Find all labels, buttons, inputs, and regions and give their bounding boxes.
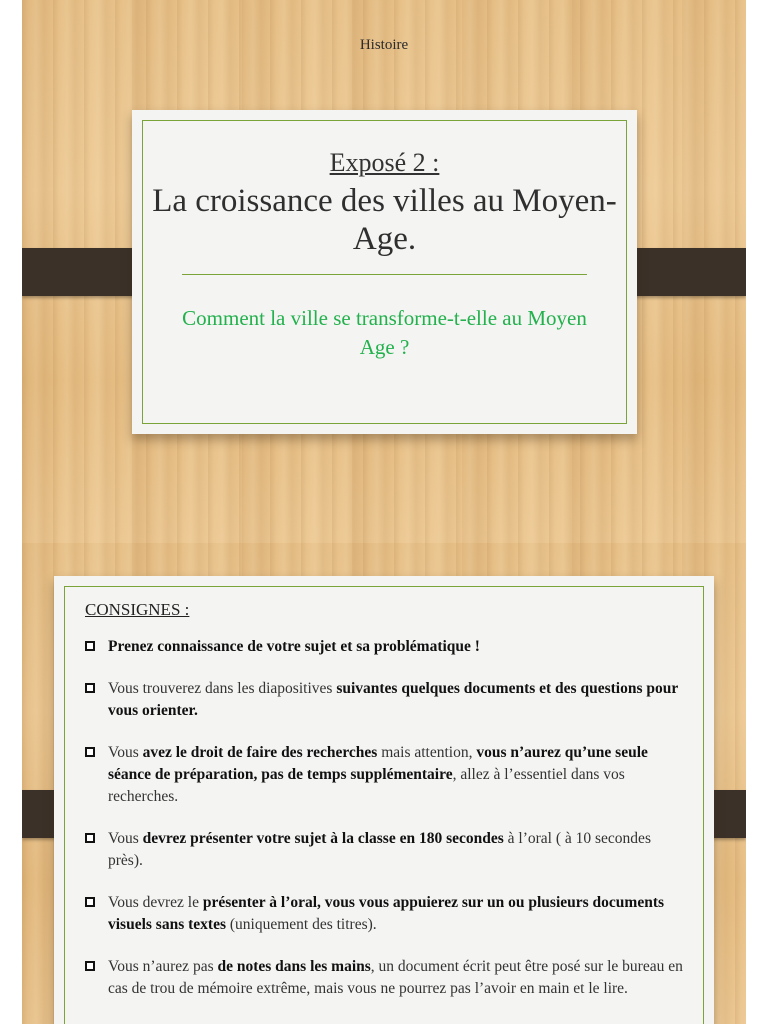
instruction-text: (uniquement des titres).	[225, 916, 377, 933]
checkbox-bullet-icon	[85, 961, 95, 971]
slide-title: La croissance des villes au Moyen-Age.	[152, 183, 617, 257]
instructions-title: CONSIGNES :	[85, 600, 190, 619]
instruction-text: , allez à l’essentiel dans vos recherches.	[108, 766, 625, 805]
checkbox-bullet-icon	[85, 833, 95, 843]
instruction-text-bold: présenter à l’oral, vous vous appuierez sur un ou plusieurs documents visuels sans textes	[108, 894, 665, 933]
instructions-slide	[22, 543, 746, 1024]
instruction-text: Vous trouverez dans les diapositives	[108, 680, 337, 697]
problem-question: Comment la ville se transforme-t-elle au Moyen Age ?	[182, 306, 587, 359]
title-divider	[182, 274, 587, 275]
title-slide	[22, 0, 746, 543]
instruction-text-bold: avez le droit de faire des recherches	[142, 744, 378, 761]
instruction-text: , un document écrit peut être posé sur le bureau en cas de trou de mémoire extrême, mais vous ne pourrez pas l’avoir en main et le lire.	[108, 958, 683, 997]
instruction-text: à l’oral ( à 10 secondes près).	[108, 830, 651, 869]
title-card	[132, 110, 637, 434]
instruction-text: Vous n’aurez pas	[108, 958, 218, 975]
instruction-text-bold: devrez présenter votre sujet à la classe en 180 secondes	[142, 830, 504, 847]
instruction-item	[85, 828, 688, 872]
instruction-item	[85, 678, 688, 722]
checkbox-bullet-icon	[85, 747, 95, 757]
instruction-text-bold: Prenez connaissance de votre sujet et sa problématique !	[108, 638, 480, 655]
instructions-list	[85, 636, 688, 1020]
instruction-item	[85, 742, 688, 808]
expose-number: Exposé 2 :	[329, 148, 440, 177]
instruction-text: Vous devrez le	[108, 894, 203, 911]
instruction-item	[85, 892, 688, 936]
checkbox-bullet-icon	[85, 641, 95, 651]
instructions-card	[54, 576, 714, 1024]
instruction-text-bold: de notes dans les mains	[217, 958, 371, 975]
checkbox-bullet-icon	[85, 897, 95, 907]
instruction-text: Vous	[108, 744, 143, 761]
instruction-text: mais attention,	[377, 744, 477, 761]
instruction-item	[85, 636, 688, 658]
instruction-item	[85, 956, 688, 1000]
subject-header: Histoire	[359, 37, 409, 53]
instruction-text-bold: vous n’aurez qu’une seule séance de préparation, pas de temps supplémentaire	[108, 744, 648, 783]
instruction-text: Vous	[108, 830, 143, 847]
checkbox-bullet-icon	[85, 683, 95, 693]
instruction-text-bold: suivantes quelques documents et des questions pour vous orienter.	[108, 680, 678, 719]
